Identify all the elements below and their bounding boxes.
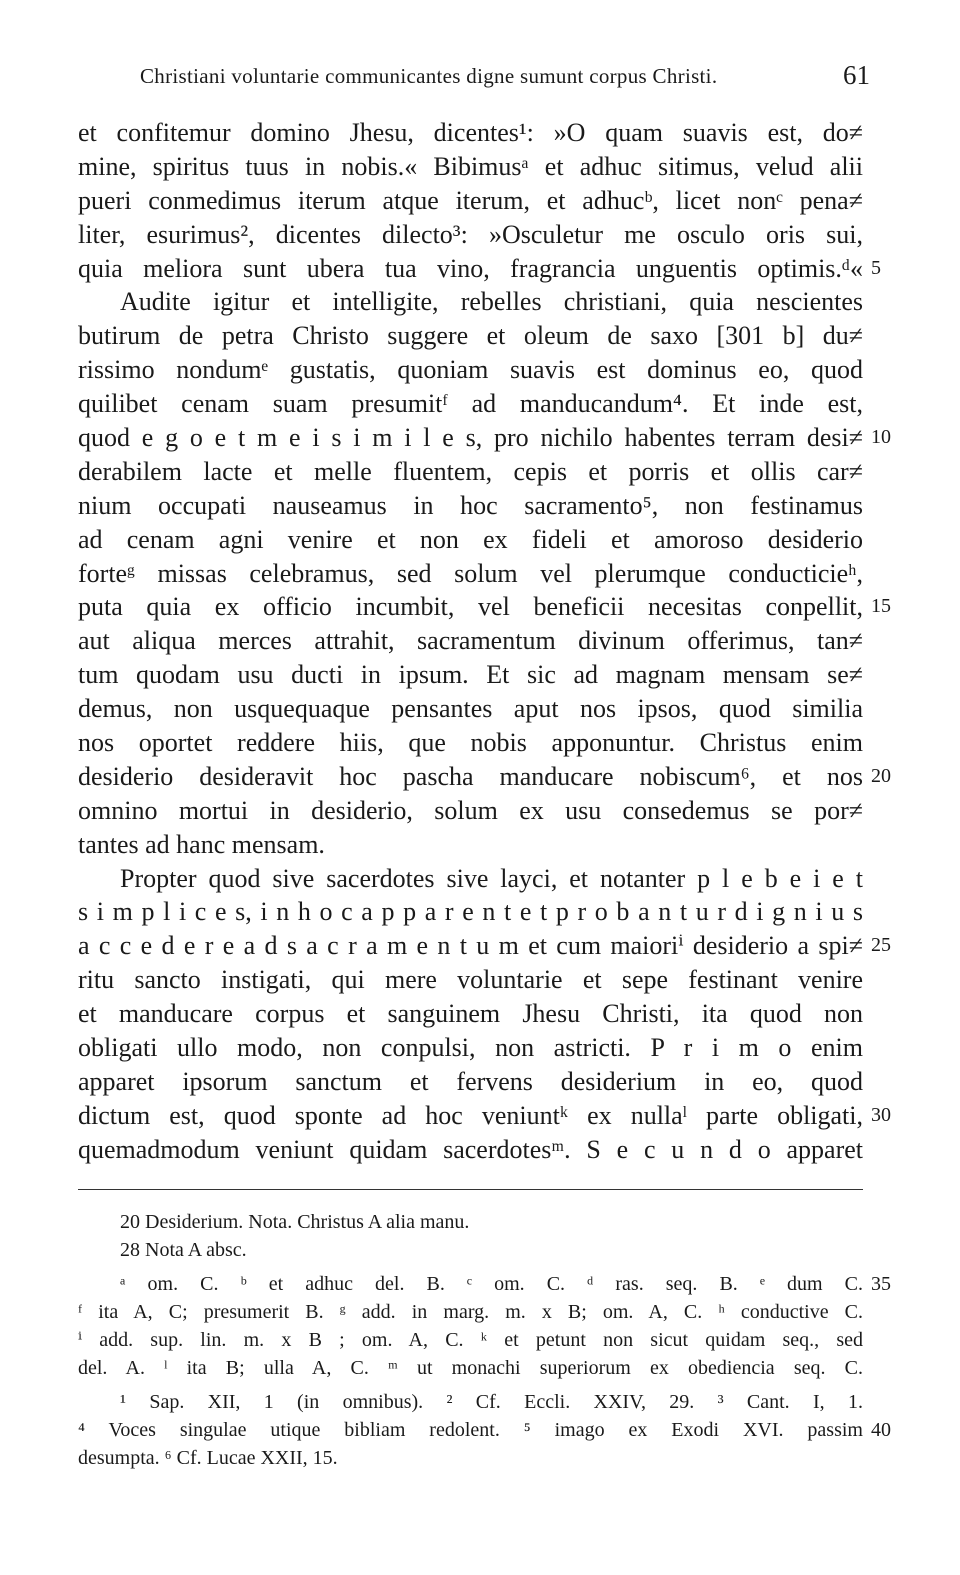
- text-line: ritu sancto instigati, qui mere voluntarie et sepe festinant venire: [78, 965, 863, 995]
- line-number: 5: [871, 256, 881, 279]
- text-line: derabilem lacte et melle fluentem, cepis et porris et ollis car≠: [78, 456, 863, 486]
- text-line: quilibet cenam suam presumitᶠ ad manducandum⁴. Et inde est,: [78, 389, 863, 419]
- text-line: nos oportet reddere hiis, que nobis apponuntur. Christus enim: [78, 728, 863, 758]
- text-line: apparet ipsorum sanctum et fervens desiderium in eo, quod: [78, 1066, 863, 1096]
- variant-line: ⁱ add. sup. lin. m. x B ; om. A, C. ᵏ et petunt non sicut quidam seq., sed: [78, 1329, 863, 1351]
- text-line: omnino mortui in desiderio, solum ex usu consedemus se por≠: [78, 795, 863, 825]
- line-number: 10: [871, 426, 891, 449]
- source-line: ¹ Sap. XII, 1 (in omnibus). ² Cf. Eccli. XXIV, 29. ³ Cant. I, 1.: [120, 1391, 863, 1413]
- variant-line: del. A. ˡ ita B; ulla A, C. ᵐ ut monachi superiorum ex obediencia seq. C.: [78, 1357, 863, 1379]
- line-number: 35: [871, 1273, 891, 1295]
- text-line: puta quia ex officio incumbit, vel beneficii necesitas conpellit, 15: [78, 590, 863, 624]
- text-line: Propter quod sive sacerdotes sive layci, et notanter p l e b e i e t: [120, 863, 863, 893]
- text-line: butirum de petra Christo suggere et oleum de saxo [301 b] du≠: [78, 321, 863, 351]
- text-line: pueri conmedimus iterum atque iterum, et adhucᵇ, licet nonᶜ pena≠: [78, 185, 863, 215]
- text-line: tum quodam usu ducti in ipsum. Et sic ad magnam mensam se≠: [78, 660, 863, 690]
- critical-apparatus: [78, 1208, 891, 1472]
- footnote-divider: [78, 1189, 863, 1190]
- text-line: forteᵍ missas celebramus, sed solum vel plerumque conducticieʰ,: [78, 558, 863, 588]
- text-line: quemadmodum veniunt quidam sacerdotesᵐ. S e c u n d o apparet: [78, 1134, 863, 1164]
- text-line: demus, non usquequaque pensantes aput nos ipsos, quod similia: [78, 694, 863, 724]
- variant-line: ᵃ om. C. ᵇ et adhuc del. B. ᶜ om. C. ᵈ ras. seq. B. ᵉ dum C. 35: [78, 1270, 863, 1298]
- page-number: 61: [843, 60, 870, 90]
- text-line: Audite igitur et intelligite, rebelles christiani, quia nescientes: [120, 287, 863, 317]
- line-number: 25: [871, 934, 891, 957]
- text-line: quia meliora sunt ubera tua vino, fragrancia unguentis optimis.ᵈ« 5: [78, 252, 863, 286]
- text-line: et confitemur domino Jhesu, dicentes¹: »O quam suavis est, do≠: [78, 118, 863, 147]
- running-header: [140, 60, 870, 100]
- text-line: aut aliqua merces attrahit, sacramentum divinum offerimus, tan≠: [78, 626, 863, 656]
- line-number: 20: [871, 764, 891, 787]
- line-number: 15: [871, 595, 891, 618]
- text-line: et manducare corpus et sanguinem Jhesu Christi, ita quod non: [78, 999, 863, 1029]
- text-line: desiderio desideravit hoc pascha manducare nobiscum⁶, et nos 20: [78, 760, 863, 794]
- text-line: obligati ullo modo, non conpulsi, non astricti. P r i m o enim: [78, 1033, 863, 1063]
- text-line: a c c e d e r e a d s a c r a m e n t u m et cum maioriⁱ desiderio a spi≠ 25: [78, 929, 863, 963]
- text-line: ad cenam agni venire et non ex fideli et amoroso desiderio: [78, 524, 863, 554]
- line-number: 40: [871, 1419, 891, 1441]
- running-title: Christiani voluntarie communicantes digne sumunt corpus Christi.: [140, 64, 718, 88]
- source-line: ⁴ Voces singulae utique bibliam redolent. ⁵ imago ex Exodi XVI. passim 40: [78, 1416, 863, 1444]
- text-line: s i m p l i c e s, i n h o c a p p a r e n t e t p r o b a n t u r d i g n i u s: [78, 897, 863, 927]
- text-line: quod e g o e t m e i s i m i l e s, pro nichilo habentes terram desi≠ 10: [78, 421, 863, 455]
- text-line: nium occupati nauseamus in hoc sacramento⁵, non festinamus: [78, 490, 863, 520]
- text-line: rissimo nondumᵉ gustatis, quoniam suavis est dominus eo, quod: [78, 355, 863, 385]
- apparatus-line: 20 Desiderium. Nota. Christus A alia manu.: [120, 1211, 470, 1233]
- variant-line: ᶠ ita A, C; presumerit B. ᵍ add. in marg. m. x B; om. A, C. ʰ conductive C.: [78, 1301, 863, 1323]
- text-line: liter, esurimus², dicentes dilecto³: »Osculetur me osculo oris sui,: [78, 219, 863, 249]
- line-number: 30: [871, 1103, 891, 1126]
- text-line: mine, spiritus tuus in nobis.« Bibimusᵃ et adhuc sitimus, velud alii: [78, 151, 863, 181]
- text-line: dictum est, quod sponte ad hoc veniuntᵏ ex nullaˡ parte obligati, 30: [78, 1099, 863, 1133]
- apparatus-line: 28 Nota A absc.: [120, 1239, 247, 1261]
- source-line: desumpta. ⁶ Cf. Lucae XXII, 15.: [78, 1447, 338, 1469]
- text-line: tantes ad hanc mensam.: [78, 829, 325, 859]
- main-text: [78, 116, 891, 1167]
